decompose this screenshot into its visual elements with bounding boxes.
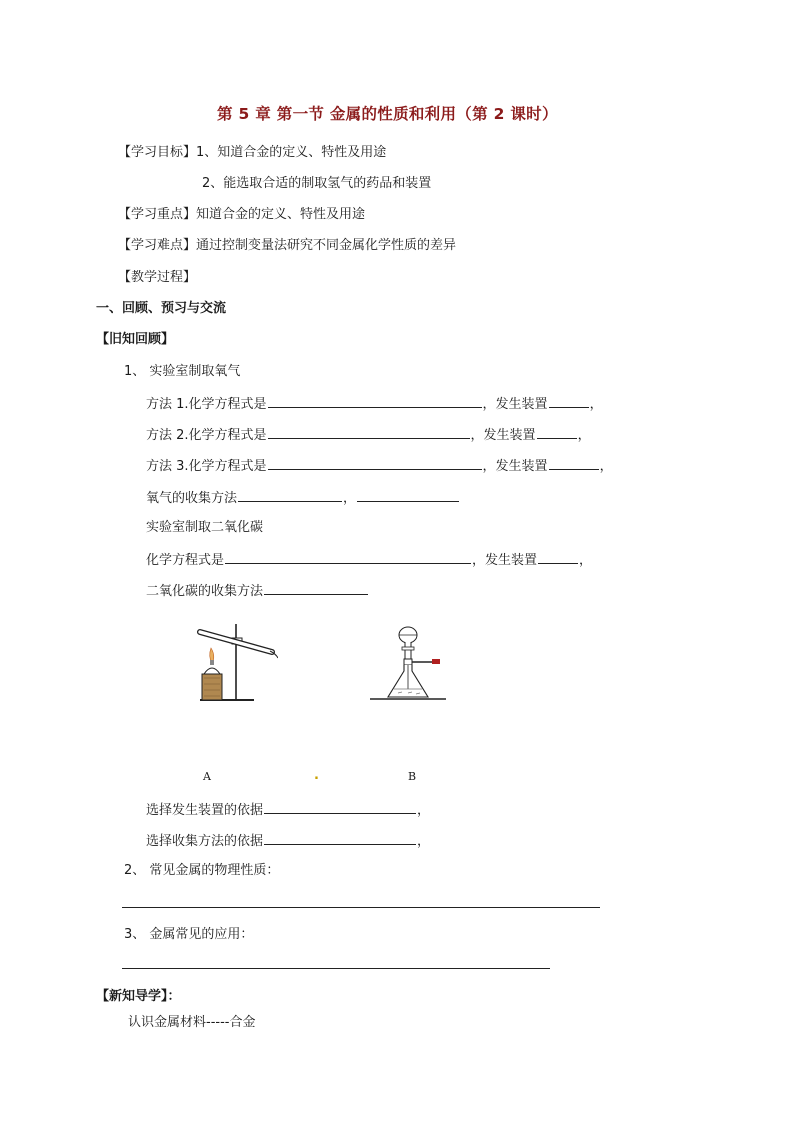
oxygen-method-1 [146,394,603,414]
comma: ， [577,428,591,443]
blank-co2-collect[interactable] [264,581,368,595]
figure-label-a: A [203,770,211,783]
oxygen-method-2 [146,425,591,445]
collect-label: 氧气的收集方法 [146,491,238,506]
device-label: ，发生装置 [470,428,536,443]
blank-basis-device[interactable] [264,800,416,814]
section-1-heading: 一、回顾、预习与交流 [96,301,227,316]
objectives-line-1 [118,144,386,162]
keypoint-line [118,206,365,224]
blank-basis-collect[interactable] [264,831,416,845]
oxygen-method-3 [146,456,613,476]
co2-heading: 实验室制取二氧化碳 [146,520,264,535]
method-2-label: 方法 2.化学方程式是 [146,428,267,443]
device-label: ，发生装置 [482,397,548,412]
blank-collect-1[interactable] [238,488,342,502]
keypoint-label: 【学习重点】 [118,207,197,222]
comma: ， [589,397,603,412]
difficulty-label: 【学习难点】 [118,238,197,253]
page-title: 第 5 章 第一节 金属的性质和利用（第 2 课时） [217,105,558,123]
blank-equation-1[interactable] [268,394,482,408]
basis-device-label: 选择发生装置的依据 [146,803,264,818]
co2-equation [146,550,592,570]
answer-line-q2[interactable] [122,907,600,908]
alloy-intro: 认识金属材料-----合金 [128,1015,256,1030]
blank-device-3[interactable] [549,456,599,470]
co2-equation-label: 化学方程式是 [146,553,225,568]
basis-device-line [146,800,430,820]
objectives-label: 【学习目标】 [118,145,197,160]
review-heading: 【旧知回顾】 [96,332,175,347]
method-3-label: 方法 3.化学方程式是 [146,459,267,474]
q2-heading: 2、 常见金属的物理性质： [124,863,280,878]
comma: ， [599,459,613,474]
method-1-label: 方法 1.化学方程式是 [146,397,267,412]
comma: ， [343,491,357,506]
blank-device-1[interactable] [549,394,589,408]
q3-heading: 3、 金属常见的应用： [124,927,254,942]
oxygen-collect [146,488,460,508]
blank-equation-3[interactable] [268,456,482,470]
q1-heading: 1、 实验室制取氧气 [124,364,241,379]
comma: ， [417,834,431,849]
keypoint-text: 知道合金的定义、特性及用途 [196,207,366,222]
blank-device-2[interactable] [537,425,577,439]
figure-label-b: B [408,770,417,783]
blank-co2-equation[interactable] [225,550,471,564]
apparatus-a-illustration [196,618,278,706]
figure-label-dot: . [314,768,319,783]
blank-equation-2[interactable] [268,425,470,439]
comma: ， [579,553,593,568]
objective-1: 1、知道合金的定义、特性及用途 [196,145,387,160]
comma: ， [417,803,431,818]
blank-co2-device[interactable] [538,550,578,564]
objective-2: 2、能选取合适的制取氢气的药品和装置 [202,176,432,191]
apparatus-b-illustration [370,623,450,703]
answer-line-q3[interactable] [122,968,550,969]
difficulty-text: 通过控制变量法研究不同金属化学性质的差异 [196,238,457,253]
basis-collect-label: 选择收集方法的依据 [146,834,264,849]
basis-collect-line [146,831,430,851]
co2-collect [146,581,369,601]
blank-collect-2[interactable] [357,488,459,502]
co2-collect-label: 二氧化碳的收集方法 [146,584,264,599]
new-knowledge-heading: 【新知导学】： [96,989,181,1004]
process-heading: 【教学过程】 [118,270,197,285]
device-label: ，发生装置 [482,459,548,474]
device-label: ，发生装置 [472,553,538,568]
difficulty-line [118,237,456,255]
